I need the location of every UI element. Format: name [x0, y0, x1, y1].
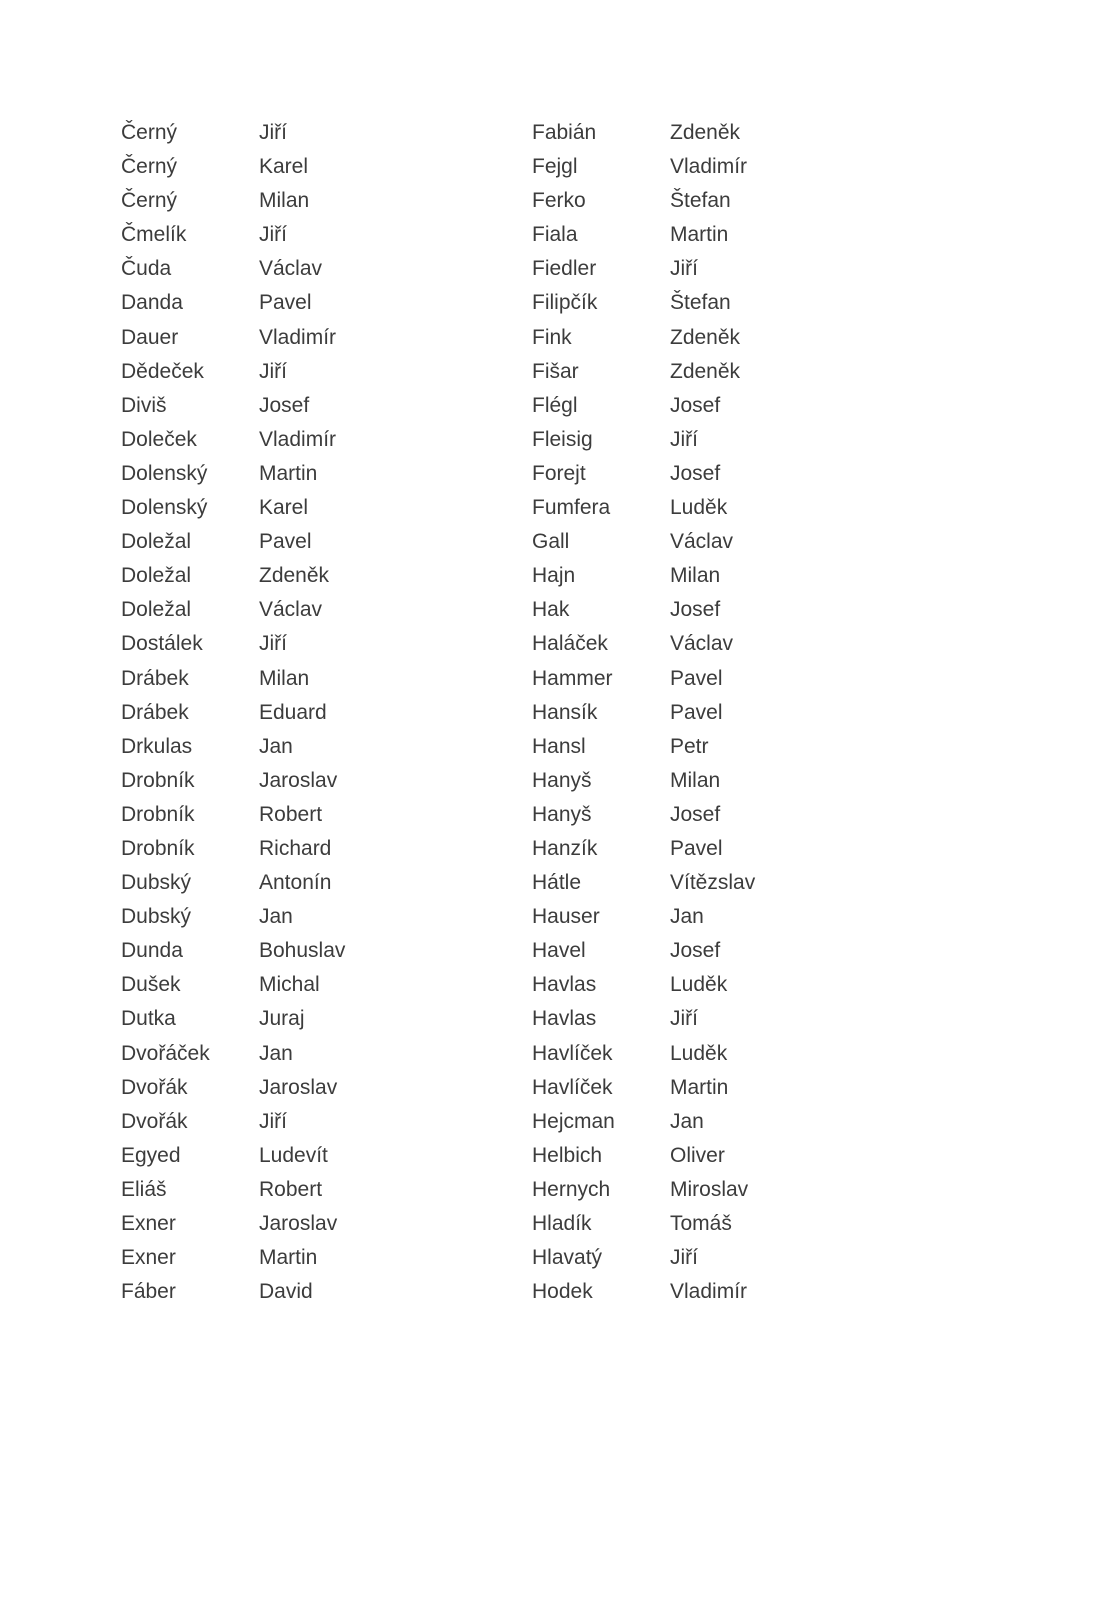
first-name: Luděk [670, 1041, 728, 1065]
first-name: Josef [670, 598, 721, 622]
surname: Fiala [532, 223, 578, 247]
surname: Dunda [121, 939, 183, 963]
first-name: Bohuslav [259, 939, 346, 963]
first-name: Martin [259, 461, 318, 485]
first-name: Pavel [259, 530, 312, 554]
first-name: Zdeněk [670, 325, 741, 349]
surname: Fišar [532, 359, 579, 383]
surname: Forejt [532, 461, 586, 485]
first-name: Jiří [670, 1246, 698, 1270]
surname: Hlavatý [532, 1246, 603, 1270]
first-name: Josef [670, 461, 721, 485]
surname: Gall [532, 530, 570, 554]
surname: Havlíček [532, 1041, 613, 1065]
first-name: Michal [259, 973, 320, 997]
first-name: Milan [670, 564, 721, 588]
surname: Hátle [532, 871, 582, 895]
surname: Fabián [532, 121, 597, 144]
first-name: Jiří [670, 427, 698, 451]
surname: Egyed [121, 1143, 181, 1167]
first-name: Tomáš [670, 1212, 732, 1235]
first-name: Vladimír [670, 1280, 748, 1304]
surname: Helbich [532, 1143, 603, 1167]
surname: Hanzík [532, 836, 598, 860]
first-name: Ludevít [259, 1143, 328, 1167]
surname: Černý [121, 121, 178, 144]
first-name: Petr [670, 734, 709, 758]
first-name: Jiří [259, 1109, 287, 1133]
surname: Hansík [532, 700, 598, 724]
surname: Eliáš [121, 1177, 167, 1201]
surname: Haláček [532, 632, 608, 656]
first-name: Martin [259, 1246, 318, 1270]
first-name: Štefan [670, 189, 731, 213]
first-name: Jaroslav [259, 1212, 338, 1235]
surname: Fleisig [532, 427, 593, 451]
surname: Drobník [121, 768, 195, 792]
first-name: Josef [259, 393, 310, 417]
first-name: Josef [670, 393, 721, 417]
first-name: Jan [259, 1041, 293, 1065]
surname: Exner [121, 1212, 176, 1235]
first-name: Martin [670, 1075, 729, 1099]
surname: Fumfera [532, 496, 611, 520]
surname: Drábek [121, 666, 189, 690]
surname: Dostálek [121, 632, 203, 656]
first-name: Pavel [259, 291, 312, 315]
surname: Flégl [532, 393, 578, 417]
surname: Hanyš [532, 768, 592, 792]
surname: Havlas [532, 1007, 597, 1031]
surname: Havel [532, 939, 586, 963]
surname: Hauser [532, 905, 600, 929]
first-name: Václav [259, 598, 323, 622]
first-name: Pavel [670, 700, 723, 724]
surname: Dubský [121, 871, 192, 895]
first-name: Martin [670, 223, 729, 247]
first-name: Zdeněk [670, 359, 741, 383]
first-name: Jiří [259, 632, 287, 656]
first-name: Luděk [670, 496, 728, 520]
first-name: Oliver [670, 1143, 725, 1167]
first-name: Jiří [670, 1007, 698, 1031]
first-name: Zdeněk [670, 121, 741, 144]
first-name: Václav [259, 257, 323, 281]
first-name: Robert [259, 1177, 323, 1201]
surname: Dutka [121, 1007, 176, 1031]
first-name: Jaroslav [259, 768, 338, 792]
first-name: Jan [670, 905, 704, 929]
surname: Fáber [121, 1280, 176, 1304]
first-name: Josef [670, 802, 721, 826]
surname: Černý [121, 155, 178, 179]
surname: Dědeček [121, 359, 204, 383]
first-name: Karel [259, 155, 309, 179]
surname: Danda [121, 291, 183, 315]
first-name: Jiří [259, 359, 287, 383]
surname: Drobník [121, 836, 195, 860]
surname: Dubský [121, 905, 192, 929]
surname: Havlas [532, 973, 597, 997]
surname: Hammer [532, 666, 613, 690]
surname: Hernych [532, 1177, 611, 1201]
surname: Čuda [121, 257, 172, 281]
first-name: Pavel [670, 836, 723, 860]
first-name: Jiří [670, 257, 698, 281]
first-name: Antonín [259, 871, 332, 895]
surname: Filipčík [532, 291, 598, 315]
first-name: Vladimír [259, 427, 337, 451]
surname: Hak [532, 598, 570, 622]
surname: Exner [121, 1246, 176, 1270]
surname: Čmelík [121, 223, 187, 247]
first-name: Pavel [670, 666, 723, 690]
surname: Dolenský [121, 496, 208, 520]
first-name: Juraj [259, 1007, 305, 1031]
first-name: Jaroslav [259, 1075, 338, 1099]
surname: Ferko [532, 189, 586, 213]
surname: Dvořák [121, 1109, 188, 1133]
first-name: Richard [259, 836, 332, 860]
surname: Diviš [121, 393, 167, 417]
first-name: Zdeněk [259, 564, 330, 588]
first-name: Jan [670, 1109, 704, 1133]
surname: Doležal [121, 598, 192, 622]
first-name: Václav [670, 632, 734, 656]
first-name: Vladimír [670, 155, 748, 179]
surname: Doleček [121, 427, 197, 451]
surname: Doležal [121, 564, 192, 588]
first-name: Milan [670, 768, 721, 792]
surname: Hejcman [532, 1109, 615, 1133]
surname: Dušek [121, 973, 181, 997]
first-name: Miroslav [670, 1177, 749, 1201]
first-name: Milan [259, 189, 310, 213]
surname: Hladík [532, 1212, 592, 1235]
surname: Doležal [121, 530, 192, 554]
surname: Fejgl [532, 155, 578, 179]
surname: Dvořáček [121, 1041, 210, 1065]
surname: Dauer [121, 325, 179, 349]
first-name: Karel [259, 496, 309, 520]
surname: Dolenský [121, 461, 208, 485]
first-name: Josef [670, 939, 721, 963]
first-name: Václav [670, 530, 734, 554]
first-name: Eduard [259, 700, 327, 724]
surname: Drábek [121, 700, 189, 724]
first-name: Jiří [259, 121, 287, 144]
first-name: Vítězslav [670, 871, 756, 895]
surname: Hodek [532, 1280, 593, 1304]
surname: Havlíček [532, 1075, 613, 1099]
first-name: Štefan [670, 291, 731, 315]
surname: Černý [121, 189, 178, 213]
surname: Hanyš [532, 802, 592, 826]
first-name: Luděk [670, 973, 728, 997]
first-name: Milan [259, 666, 310, 690]
first-name: David [259, 1280, 313, 1304]
surname: Drobník [121, 802, 195, 826]
surname: Dvořák [121, 1075, 188, 1099]
first-name: Robert [259, 802, 323, 826]
surname: Hajn [532, 564, 576, 588]
first-name: Jan [259, 734, 293, 758]
surname: Drkulas [121, 734, 193, 758]
surname: Hansl [532, 734, 586, 758]
surname: Fiedler [532, 257, 597, 281]
first-name: Jiří [259, 223, 287, 247]
first-name: Jan [259, 905, 293, 929]
first-name: Vladimír [259, 325, 337, 349]
surname: Fink [532, 325, 572, 349]
